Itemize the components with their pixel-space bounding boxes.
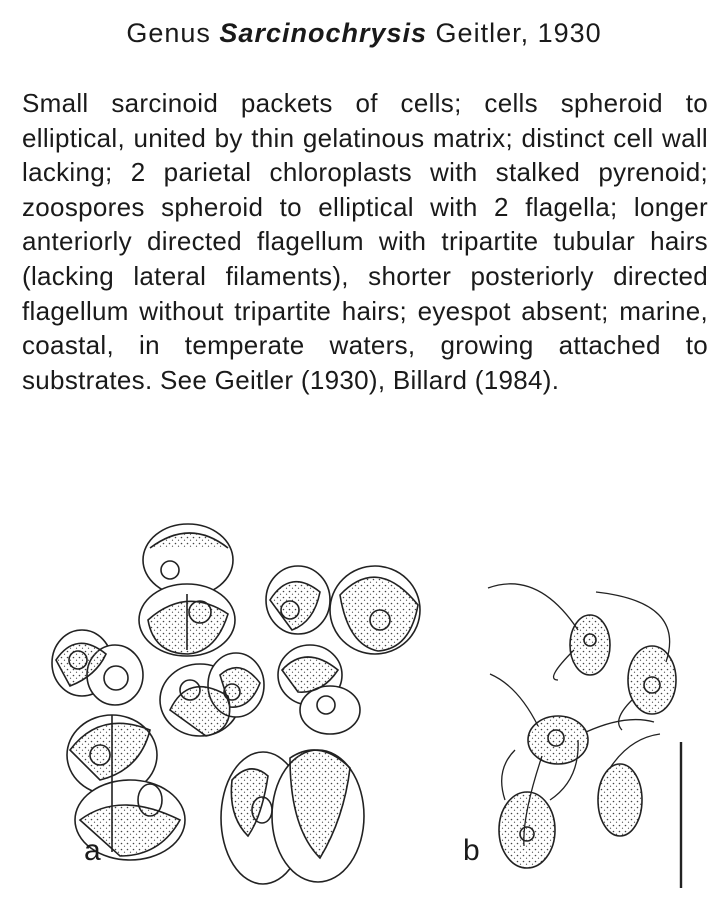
- genus-title: [0, 18, 728, 49]
- genus-authority: Geitler, 1930: [435, 18, 602, 48]
- genus-description: Small sarcinoid packets of cells; cells spheroid to elliptical, united by thin gelatinous matrix; distinct cell wall lacking; 2 parietal chloroplasts with stalked pyrenoid; zoospores spheroid to elliptical with 2 flagella; longer anteriorly directed flagellum with tripartite tubular hairs (lacking lateral filaments), shorter posteriorly directed flagellum without tripartite hairs; eyespot absent; marine, coastal, in temperate waters, growing attached to substrates. See Geitler (1930), Billard (1984).: [22, 88, 708, 395]
- zoospore: [598, 764, 642, 836]
- panel-a-label: a: [84, 834, 101, 867]
- zoospore: [628, 646, 676, 714]
- zoospore: [499, 792, 555, 868]
- panel-b-label: b: [463, 834, 480, 867]
- title-prefix: Genus: [126, 18, 211, 48]
- illustration-figure: [0, 500, 728, 894]
- cell-drawing: [0, 500, 728, 894]
- zoospore: [570, 615, 610, 675]
- genus-name: Sarcinochrysis: [219, 18, 428, 48]
- cell: [300, 686, 360, 734]
